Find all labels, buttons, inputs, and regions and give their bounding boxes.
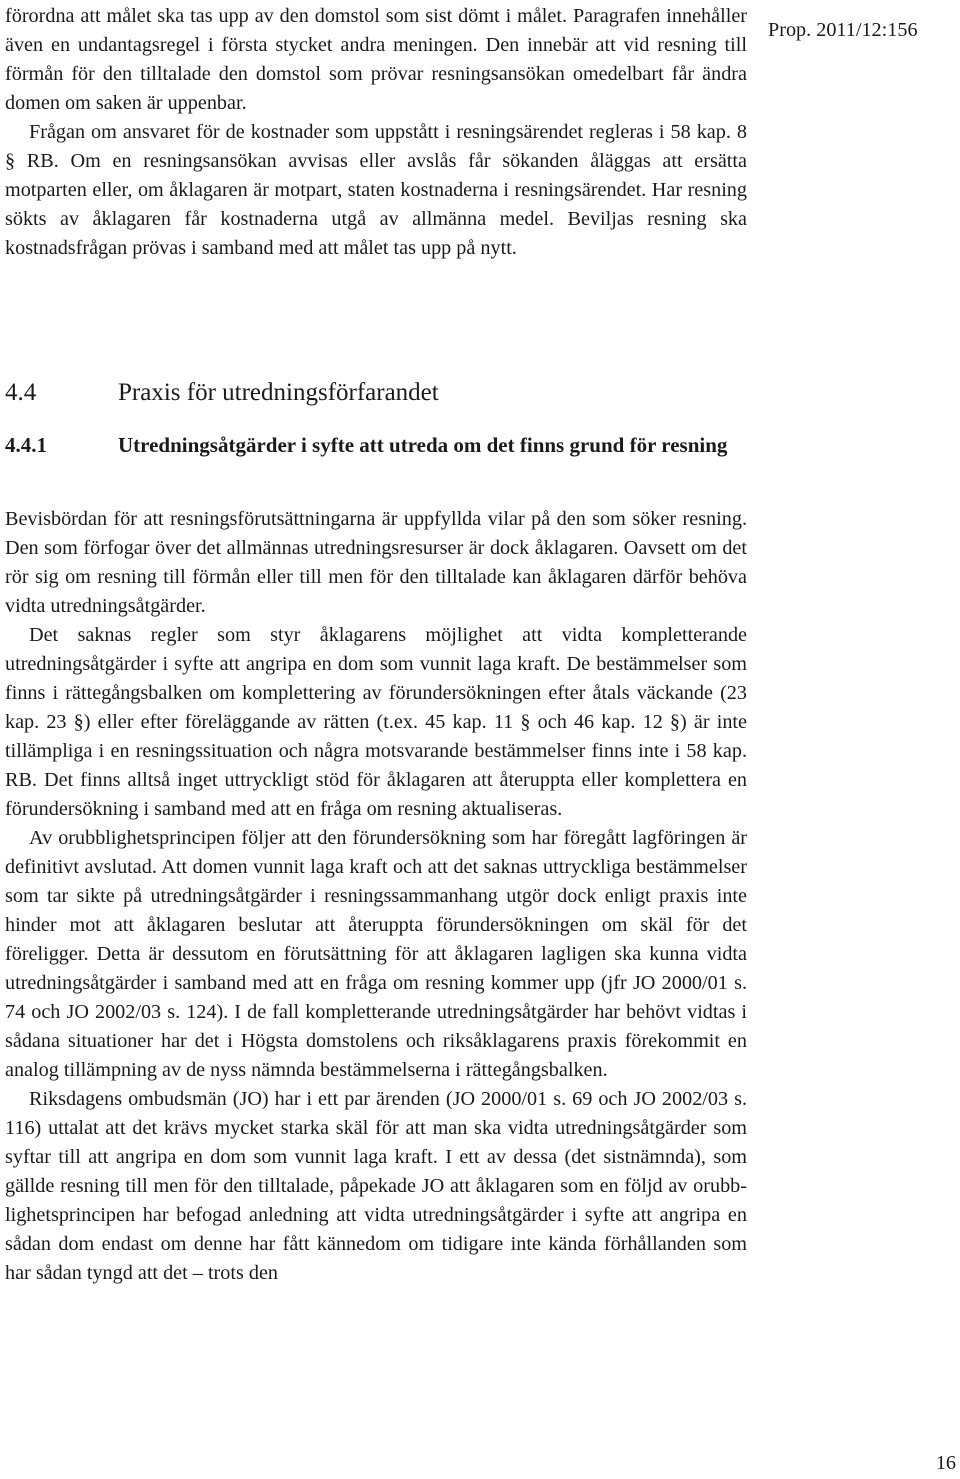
paragraph-top-2: Frågan om ansvaret för de kostnader som uppstått i resningsärendet regleras i 58 kap. 8 § RB. Om en resningsansökan avvisas eller avslås får sökanden åläggas att ersätta motparten eller, om åklagaren är motpart, staten kostnaderna i resningsärendet. Har resning sökts av åklagaren får kostnaderna utgå av allmänna medel. Beviljas resning ska kostnadsfrågan prövas i samband med att målet tas upp på nytt. — [5, 121, 747, 259]
paragraph-body-4: Riksdagens ombudsmän (JO) har i ett par ärenden (JO 2000/01 s. 69 och JO 2002/03 s. 116) uttalat att det krävs mycket starka skäl för att man ska vidta utredningsåtgärder som syftar till att angripa en dom som vunnit laga kraft. I ett av dessa (det sistnämnda), som gällde resning till men för den tilltalade, påpekade JO att åklagaren som en följd av orubblighetsprincipen har befogad anledning att vidta utredningsåtgärder i syfte att angripa en sådan dom endast om denne har fått kännedom om tidigare inte kända förhållanden som har sådan tyngd att det – trots den — [5, 1088, 747, 1284]
section-heading — [5, 377, 439, 409]
subsection-heading — [5, 431, 747, 460]
section-number: 4.4 — [5, 379, 37, 406]
proposition-reference: Prop. 2011/12:156 — [768, 19, 918, 41]
subsection-number: 4.4.1 — [5, 433, 47, 457]
page-number: 16 — [935, 1452, 956, 1474]
body-text-block — [5, 505, 747, 1288]
paragraph-top-1: förordna att målet ska tas upp av den domstol som sist dömt i målet. Paragrafen innehåller även en undantagsregel i första stycket andra meningen. Den innebär att vid resning till förmån för den tilltalade den domstol som prövar resningsansökan omedelbart får ändra domen om saken är uppenbar. — [5, 5, 747, 114]
top-text-block — [5, 0, 747, 263]
paragraph-body-1: Bevisbördan för att resningsförutsättningarna är uppfyllda vilar på den som söker resning. Den som förfogar över det allmännas utredningsresurser är dock åklagaren. Oavsett om det rör sig om resning till förmån eller till men för den tilltalade kan åklagaren därför behöva vidta utredningsåtgärder. — [5, 508, 747, 617]
paragraph-body-3: Av orubblighetsprincipen följer att den förundersökning som har föregått lagföringen är definitivt avslutad. Att domen vunnit laga kraft och att det saknas uttryckliga bestämmelser som tar sikte på utredningsåtgärder i resningssammanhang utgör dock enligt praxis inte hinder mot att åklagaren beslutar att återuppta förundersökningen om skäl för det föreligger. Detta är dessutom en förutsättning för att åklagaren lagligen ska kunna vidta utredningsåtgärder i samband med att en fråga om resning kommer upp (jfr JO 2000/01 s. 74 och JO 2002/03 s. 124). I de fall kompletterande utredningsåtgärder har behövt vidtas i sådana situationer har det i Högsta domstolens och riksåklagarens praxis förekommit en analog tillämpning av de nyss nämnda bestämmelserna i rättegångsbalken. — [5, 827, 747, 1081]
section-title: Praxis för utredningsförfarandet — [118, 379, 439, 406]
subsection-title: Utredningsåtgärder i syfte att utreda om det finns grund för resning — [118, 433, 728, 457]
paragraph-body-2: Det saknas regler som styr åklagarens möjlighet att vidta kompletterande utredningsåtgärder i syfte att angripa en dom som vunnit laga kraft. De bestämmelser som finns i rättegångsbalken om komplettering av förundersökningen efter åtals väckande (23 kap. 23 §) eller efter föreläggande av rätten (t.ex. 45 kap. 11 § och 46 kap. 12 §) är inte tillämpliga i en resningssituation och några motsvarande bestämmelser finns inte i 58 kap. RB. Det finns alltså inget uttryckligt stöd för åklagaren att återuppta eller komplettera en förundersökning i samband med att en fråga om resning aktualiseras. — [5, 624, 747, 820]
